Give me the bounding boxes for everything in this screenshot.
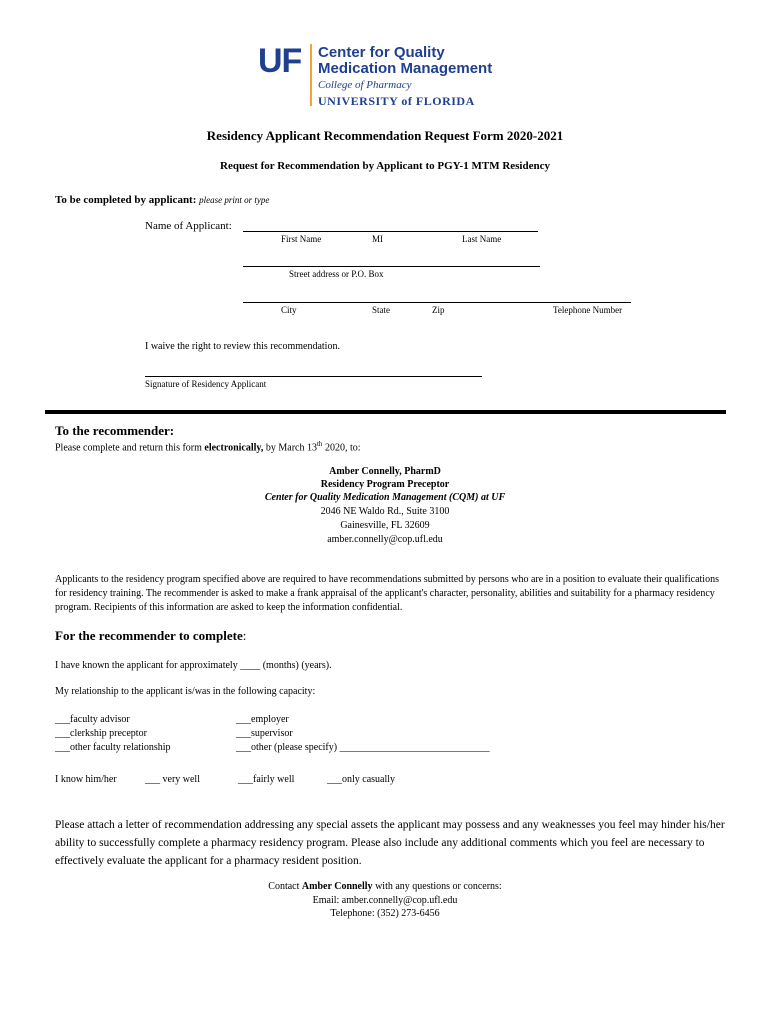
footer-contact xyxy=(0,881,770,892)
option-supervisor[interactable]: ___supervisor xyxy=(236,728,293,739)
city-caption: City xyxy=(281,305,297,315)
contact-email[interactable]: amber.connelly@cop.ufl.edu xyxy=(327,534,443,545)
attach-paragraph: Please attach a letter of recommendation addressing any special assets the applicant may possess and any weaknesses you feel may hinder his/her ability to successfully complete a pharmacy residency program. Please also include any additional comments which you feel are necessary to effectively evaluate the applicant for a pharmacy resident position. xyxy=(55,819,725,867)
logo-line-4: UNIVERSITY of FLORIDA xyxy=(318,94,475,108)
city-field-line[interactable] xyxy=(243,302,631,303)
signature-caption: Signature of Residency Applicant xyxy=(145,379,267,389)
complete-heading-colon: : xyxy=(242,628,247,643)
instructions-text-1: Please complete and return this form xyxy=(55,442,205,454)
applicant-heading xyxy=(55,194,269,206)
known-duration-line[interactable]: I have known the applicant for approximately ____ (months) (years). xyxy=(55,660,332,671)
complete-heading xyxy=(55,628,246,644)
contact-street: 2046 NE Waldo Rd., Suite 3100 xyxy=(320,506,450,517)
instructions-text-3: 2020, to: xyxy=(322,442,361,454)
option-employer[interactable]: ___employer xyxy=(236,714,289,725)
mi-caption: MI xyxy=(372,234,383,244)
form-subtitle: Request for Recommendation by Applicant to PGY-1 MTM Residency xyxy=(220,160,550,172)
option-faculty-advisor[interactable]: ___faculty advisor xyxy=(55,714,130,725)
footer-email[interactable]: Email: amber.connelly@cop.ufl.edu xyxy=(312,895,458,906)
last-name-caption: Last Name xyxy=(462,234,502,244)
contact-city: Gainesville, FL 32609 xyxy=(340,520,430,531)
form-title: Residency Applicant Recommendation Request Form 2020-2021 xyxy=(206,128,564,143)
option-other-specify[interactable]: ___other (please specify) ______________________________ xyxy=(236,742,490,753)
instructions-superscript: th xyxy=(316,440,323,448)
uf-logo-mark: UF xyxy=(258,42,302,80)
contact-name: Amber Connelly, PharmD xyxy=(329,466,441,477)
street-caption: Street address or P.O. Box xyxy=(289,269,384,279)
state-caption: State xyxy=(372,305,390,315)
footer-contact-post: with any questions or concerns: xyxy=(372,881,502,892)
signature-field-line[interactable] xyxy=(145,376,482,377)
waive-statement: I waive the right to review this recommendation. xyxy=(145,341,340,352)
first-name-caption: First Name xyxy=(281,234,322,244)
complete-heading-label: For the recommender to complete xyxy=(55,628,243,643)
logo-line-1: Center for Quality xyxy=(318,44,445,61)
relationship-options-left xyxy=(55,713,171,755)
relationship-options-right xyxy=(236,713,490,755)
instructions-text-2: by March 13 xyxy=(263,442,317,454)
applicant-heading-note: please print or type xyxy=(199,195,270,205)
know-label: I know him/her xyxy=(55,774,117,785)
recommender-paragraph: Applicants to the residency program specified above are required to have recommendations submitted by persons who are in a position to evaluate their qualifications for residency training. The recommender is asked to make a frank appraisal of the applicant's character, personality, abilities and suitability for a pharmacy residency program. Recipients of this information are asked to keep the information confidential. xyxy=(55,574,719,613)
recommender-instructions xyxy=(55,440,361,453)
footer-contact-pre: Contact xyxy=(268,881,302,892)
option-clerkship-preceptor[interactable]: ___clerkship preceptor xyxy=(55,728,147,739)
know-fairly-well[interactable]: ___fairly well xyxy=(238,774,295,785)
instructions-bold: electronically, xyxy=(204,442,264,454)
know-only-casually[interactable]: ___only casually xyxy=(327,774,396,785)
footer-contact-name: Amber Connelly xyxy=(301,881,373,892)
telephone-caption: Telephone Number xyxy=(553,305,623,315)
contact-organization: Center for Quality Medication Management (CQM) at UF xyxy=(264,492,506,503)
applicant-heading-label: To be completed by applicant: xyxy=(55,194,197,206)
section-divider xyxy=(45,410,726,414)
contact-title: Residency Program Preceptor xyxy=(320,479,450,490)
name-field-line[interactable] xyxy=(243,231,538,232)
zip-caption: Zip xyxy=(432,305,445,315)
street-field-line[interactable] xyxy=(243,266,540,267)
name-label: Name of Applicant: xyxy=(145,220,232,232)
footer-phone: Telephone: (352) 273-6456 xyxy=(330,908,440,919)
relationship-line: My relationship to the applicant is/was in the following capacity: xyxy=(55,686,316,697)
option-other-faculty[interactable]: ___other faculty relationship xyxy=(55,742,171,753)
logo-line-2: Medication Management xyxy=(318,60,493,77)
recommender-heading: To the recommender: xyxy=(55,423,175,438)
know-very-well[interactable]: ___ very well xyxy=(145,774,200,785)
logo-line-3: College of Pharmacy xyxy=(318,79,412,91)
logo-divider xyxy=(310,44,312,106)
